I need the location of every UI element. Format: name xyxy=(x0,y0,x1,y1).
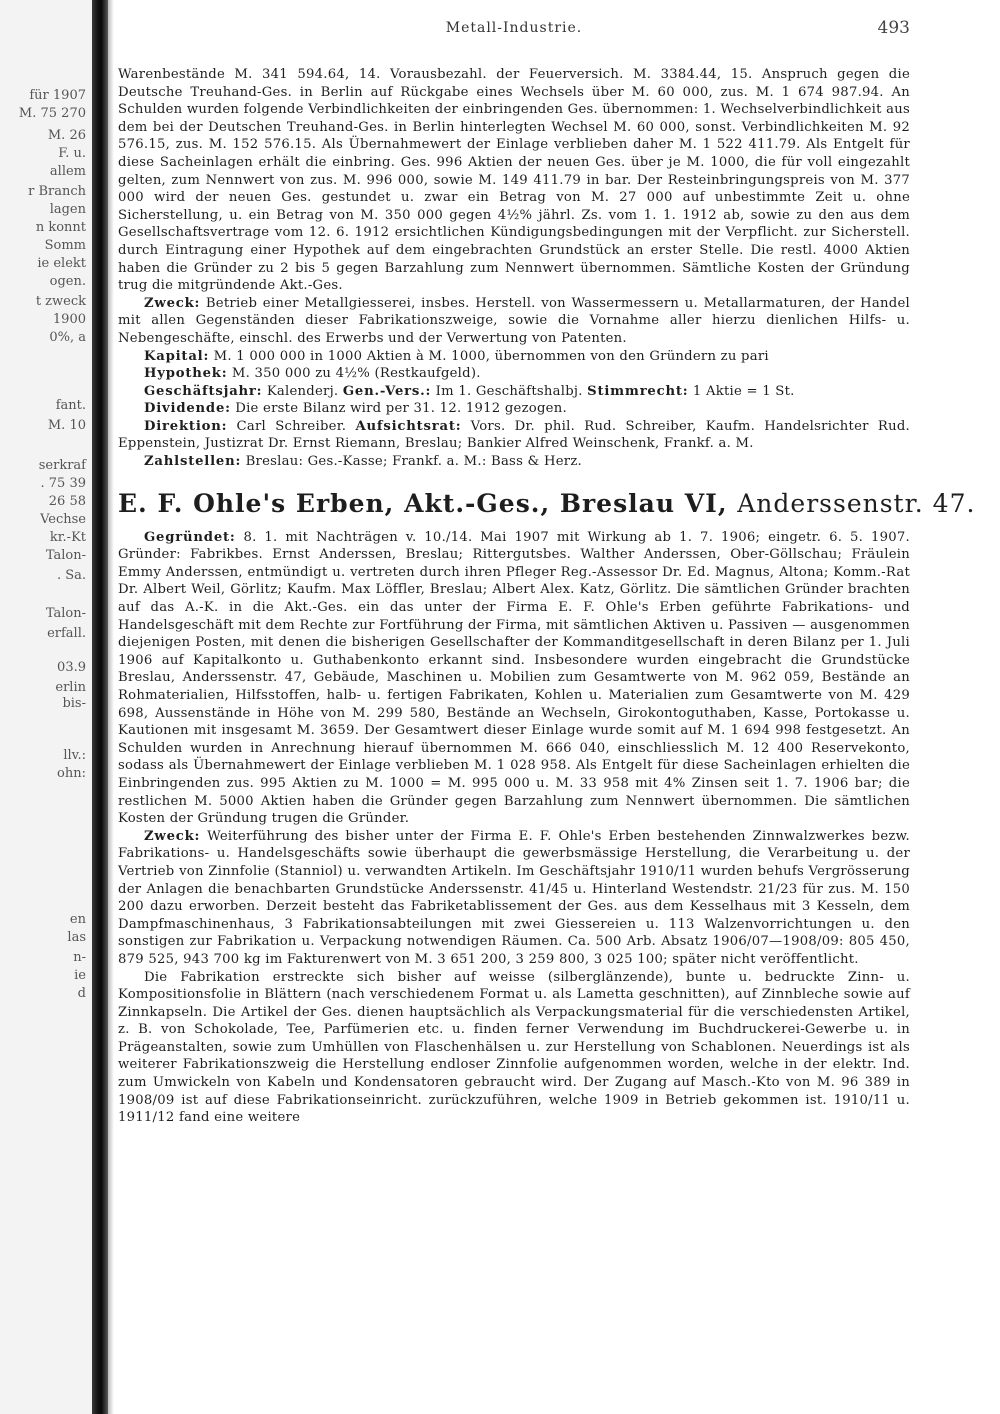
left-page-fragment: F. u. xyxy=(58,146,86,161)
direktion-text: Carl Schreiber. xyxy=(236,418,347,434)
left-page-fragment: erlin xyxy=(55,680,86,695)
company-address: Anderssenstr. 47. xyxy=(737,488,976,518)
dividende-text: Die erste Bilanz wird per 31. 12. 1912 gezogen. xyxy=(235,401,567,417)
company2-fabrikation: Die Fabrikation erstreckte sich bisher auf weisse (silberglänzende), bunte u. bedruckte Zinn- u. Kompositionsfolie in Blättern (nach verschiedenem Format u. als Lametta geschnitten), auf Zinnbleche sowie auf Zinnkapseln. Die Artikel der Ges. dienen hauptsächlich als Verpackungsmaterial für die verschiedensten Artikel, z. B. von Schokolade, Tee, Parfümerien etc. u. finden ferner Verwendung im Buchdruckerei-Gewerbe u. in Prägeanstalten, sowie zum Umhüllen von Flaschenhälsen u. zur Herstellung von Schablonen. Neuerdings ist als weiterer Fabrikationszweig die Herstellung endloser Zinnfolie aufgenommen worden, welche in der elektr. Ind. zum Umwickeln von Kabeln und Kondensatoren gebraucht wird. Der Zugang auf Masch.-Kto von M. 96 389 in 1908/09 ist auf diese Fabrikationseinricht. zurückzuführen, welche 1909 in Betrieb gekommen ist. 1910/11 u. 1911/12 fand eine weitere xyxy=(118,969,910,1126)
left-page-fragment: 0%, a xyxy=(49,330,86,345)
hypothek-label: Hypothek: xyxy=(144,366,228,382)
left-page-fragment: Vechse xyxy=(40,512,86,527)
left-page-fragment: d xyxy=(77,986,86,1001)
hypothek-text: M. 350 000 zu 4½% (Restkaufgeld). xyxy=(231,366,481,382)
section1-dividende xyxy=(118,400,910,418)
left-page-fragment: kr.-Kt xyxy=(49,530,86,545)
left-page-fragment: M. 26 xyxy=(47,128,86,143)
zahlstellen-text: Breslau: Ges.-Kasse; Frankf. a. M.: Bass & Herz. xyxy=(245,454,582,470)
left-page-fragment: Talon- xyxy=(45,548,86,563)
aufsichtsrat-label: Aufsichtsrat: xyxy=(355,418,462,434)
left-page-fragment: lagen xyxy=(49,202,86,217)
left-page-fragment: en xyxy=(69,912,86,927)
left-page-fragment: ie elekt xyxy=(37,256,86,271)
zweck2-label: Zweck: xyxy=(144,828,201,844)
left-page-fragment: fant. xyxy=(55,398,86,413)
left-page-fragment: n konnt xyxy=(35,220,86,235)
left-page-fragment: Somm xyxy=(44,238,86,253)
running-title: Metall-Industrie. xyxy=(445,20,583,36)
left-page-fragment: erfall. xyxy=(47,626,86,641)
genvers-label: Gen.-Vers.: xyxy=(342,383,432,399)
geschaeftsjahr-text: Kalenderj. xyxy=(266,383,339,399)
company2-zweck xyxy=(118,828,910,969)
section1-kapital xyxy=(118,348,910,366)
left-page-fragment: n- xyxy=(73,950,86,965)
left-page-fragment: las xyxy=(67,930,86,945)
gegruendet-text: 8. 1. mit Nachträgen v. 10./14. Mai 1907 mit Wirkung ab 1. 7. 1906; eingetr. 6. 5. 1907. Gründer: Fabrikbes. Ernst Anderssen, Breslau; Rittergutsbes. Walther Anderssen, Ober-Göllschau; Fräulein Emmy Anderssen, entmündigt u. vertreten durch ihren Pfleger Reg.-Assessor Dr. Ed. Magnus, Altona; Komm.-Rat Dr. Albert Weil, Görlitz; Kaufm. Max Löffler, Breslau; Albert Alex. Katz, Görlitz. Die sämtlichen Gründer brachten auf das A.-K. in die Akt.-Ges. ein das unter der Firma E. F. Ohle's Erben geführte Fabrikations- und Handelsgeschäft mit dem Rechte zur Fortführung der Firma, mit sämtlichen Aktiven u. Passiven — ausgenommen diejenigen Posten, mit denen die bisherigen Gesellschafter der Kommanditgesellschaft in deren Bilanz per 1. Juli 1906 auf Kapitalkonto u. Guthabenkonto erkannt sind. Insbesondere wurden eingebracht die Grundstücke Breslau, Anderssenstr. 47, Gebäude, Maschinen u. Mobilien zum Gesamtwerte von M. 962 059, Bestände an Rohmaterialien, Hilfsstoffen, halb- u. fertigen Fabrikaten, Kohlen u. Materialien zum Gesamtwerte von M. 429 698, Aussenstände in Höhe von M. 299 580, Bestände an Wechseln, Girokontoguthaben, Kasse, Portokasse u. Kautionen mit insgesamt M. 3659. Der Gesamtwert dieser Einlage wurde somit auf M. 1 694 998 festgesetzt. An Schulden wurden in Anrechnung hierauf übernommen M. 666 040, einschliesslich M. 12 400 Reservekonto, sodass als Übernahmewert der Einlage verblieben M. 1 028 958. Als Entgelt für diese Sacheinlagen erhielten die Einbringenden zus. 995 Aktien zu M. 1000 = M. 995 000 u. M. 33 958 mit 4% Zinsen seit 1. 7. 1906 bar; die restlichen M. 5000 Aktien haben die Gründer gegen Barzahlung zum Nennwert übernommen. Die sämtlichen Kosten der Gründung trugen die Gründer. xyxy=(118,529,910,827)
section1-geschaeftsjahr xyxy=(118,383,910,401)
left-page-fragment: llv.: xyxy=(63,748,86,763)
stimmrecht-text: 1 Aktie = 1 St. xyxy=(692,383,795,399)
section1-zahlstellen xyxy=(118,453,910,471)
zweck-text: Betrieb einer Metallgiesserei, insbes. Herstell. von Wassermessern u. Metallarmaturen, der Handel mit allen Gegenständen dieser Fabrikationszweige, sowie die Vornahme aller hierzu dienlichen Hilfs- u. Nebengeschäfte, einschl. des Erwerbs und der Verwertung von Patenten. xyxy=(118,295,910,346)
section1-direktion xyxy=(118,418,910,453)
left-page-fragment: t zweck xyxy=(35,294,86,309)
geschaeftsjahr-label: Geschäftsjahr: xyxy=(144,383,263,399)
page-number: 493 xyxy=(877,18,910,38)
section1-zweck xyxy=(118,295,910,348)
left-page-fragment: serkraf xyxy=(38,458,86,473)
section1-hypothek xyxy=(118,365,910,383)
aufsichtsrat-text: Vors. Dr. phil. Rud. Schreiber, Kaufm. Handelsrichter Rud. Eppenstein, Justizrat Dr. Ernst Riemann, Breslau; Bankier Alfred Weinschenk, Frankf. a. M. xyxy=(118,418,910,452)
left-page-fragment: 1900 xyxy=(52,312,86,327)
left-page-fragment: M. 75 270 xyxy=(18,106,86,121)
left-page-fragment: ie xyxy=(74,968,86,983)
genvers-text: Im 1. Geschäftshalbj. xyxy=(435,383,583,399)
kapital-label: Kapital: xyxy=(144,348,210,364)
zweck2-text: Weiterführung des bisher unter der Firma E. F. Ohle's Erben bestehenden Zinnwalzwerkes bezw. Fabrikations- u. Handelsgeschäfts sowie überhaupt die gewerbsmässige Herstellung, die Verarbeitung u. der Vertrieb von Zinnfolie (Stanniol) u. verwandten Artikeln. Im Geschäftsjahr 1910/11 wurden behufs Vergrösserung der Anlagen die benachbarten Grundstücke Anderssenstr. 41/45 u. Hinterland Westendstr. 21/23 für zus. M. 150 200 dazu erworben. Derzeit besteht das Fabriketablissement der Ges. aus dem Kesselhaus mit 3 Kesseln, dem Dampfmaschinenhaus, 3 Fabrikationsabteilungen mit zwei Giessereien u. 113 Walzenvorrichtungen u. den sonstigen zur Fabrikation u. Verpackung notwendigen Räumen. Ca. 500 Arb. Absatz 1906/07—1908/09: 805 450, 879 525, 943 700 kg im Fakturenwert von M. 3 651 200, 3 259 800, 3 025 100; später nicht veröffentlicht. xyxy=(118,828,910,967)
zahlstellen-label: Zahlstellen: xyxy=(144,454,242,470)
section1-intro: Warenbestände M. 341 594.64, 14. Vorausbezahl. der Feuerversich. M. 3384.44, 15. Anspruch gegen die Deutsche Treuhand-Ges. in Berlin auf Rückgabe eines Wechsels über M. 60 000, zus. M. 1 674 987.94. An Schulden wurden folgende Verbindlichkeiten der einbringenden Ges. übernommen: 1. Wechselverbindlichkeit aus dem bei der Deutschen Treuhand-Ges. in Berlin hinterlegten Wechsel M. 60 000, sonst. Verbindlichkeiten M. 92 576.15, zus. M. 152 576.15. Als Übernahmewert der Einlage verblieben daher M. 1 522 411.79. Als Entgelt für diese Sacheinlagen erhält die einbring. Ges. 996 Aktien der neuen Ges. über je M. 1000, die für voll eingezahlt gelten, zum Nennwert von zus. M. 996 000, sowie M. 149 411.79 in bar. Der Resteinbringungspreis von M. 377 000 wird der neuen Ges. gestundet u. zwar ein Betrag von M. 27 000 auf unbestimmte Zeit u. ohne Sicherstellung, u. ein Betrag von M. 350 000 gegen 4½% jährl. Zs. vom 1. 1. 1912 ab, sowie zu den aus dem Gesellschaftsvertrage vom 12. 6. 1912 ersichtlichen Kündigungsbedingungen mit der Verpflicht. zur Sicherstell. durch Eintragung einer Hypothek auf dem eingebrachten Grundstück an erster Stelle. Die restl. 4000 Aktien haben die Gründer zu 2 bis 5 gegen Barzahlung zum Nennwert übernommen. Sämtliche Kosten der Gründung trug die mitgründende Akt.-Ges. xyxy=(118,67,910,294)
left-page-fragment: . 75 39 xyxy=(40,476,86,491)
left-page-fragment: 03.9 xyxy=(57,660,86,675)
left-page-fragment: ohn: xyxy=(57,766,86,781)
left-page-fragment: . Sa. xyxy=(56,568,86,583)
gegruendet-label: Gegründet: xyxy=(144,529,236,545)
page-body xyxy=(118,66,976,1127)
book-gutter xyxy=(92,0,108,1414)
left-page-fragment: Talon- xyxy=(45,606,86,621)
dividende-label: Dividende: xyxy=(144,401,231,417)
company-name: E. F. Ohle's Erben, Akt.-Ges., Breslau VI, xyxy=(118,488,728,518)
left-page-fragment: für 1907 xyxy=(29,88,86,103)
left-page-fragment: bis- xyxy=(62,696,86,711)
left-facing-page xyxy=(0,0,92,1414)
kapital-text: M. 1 000 000 in 1000 Aktien à M. 1000, übernommen von den Gründern zu pari xyxy=(213,348,769,364)
company-heading xyxy=(118,488,976,519)
zweck-label: Zweck: xyxy=(144,295,201,311)
running-head xyxy=(118,20,910,42)
stimmrecht-label: Stimmrecht: xyxy=(587,383,689,399)
left-page-fragment: ogen. xyxy=(49,274,86,289)
company2-gegruendet xyxy=(118,529,910,828)
left-page-fragment: allem xyxy=(49,164,86,179)
left-page-fragment: 26 58 xyxy=(48,494,86,509)
gutter-shadow xyxy=(108,0,114,1414)
page xyxy=(118,0,976,1414)
direktion-label: Direktion: xyxy=(144,418,228,434)
left-page-fragment: M. 10 xyxy=(47,418,86,433)
left-page-fragment: r Branch xyxy=(28,184,86,199)
